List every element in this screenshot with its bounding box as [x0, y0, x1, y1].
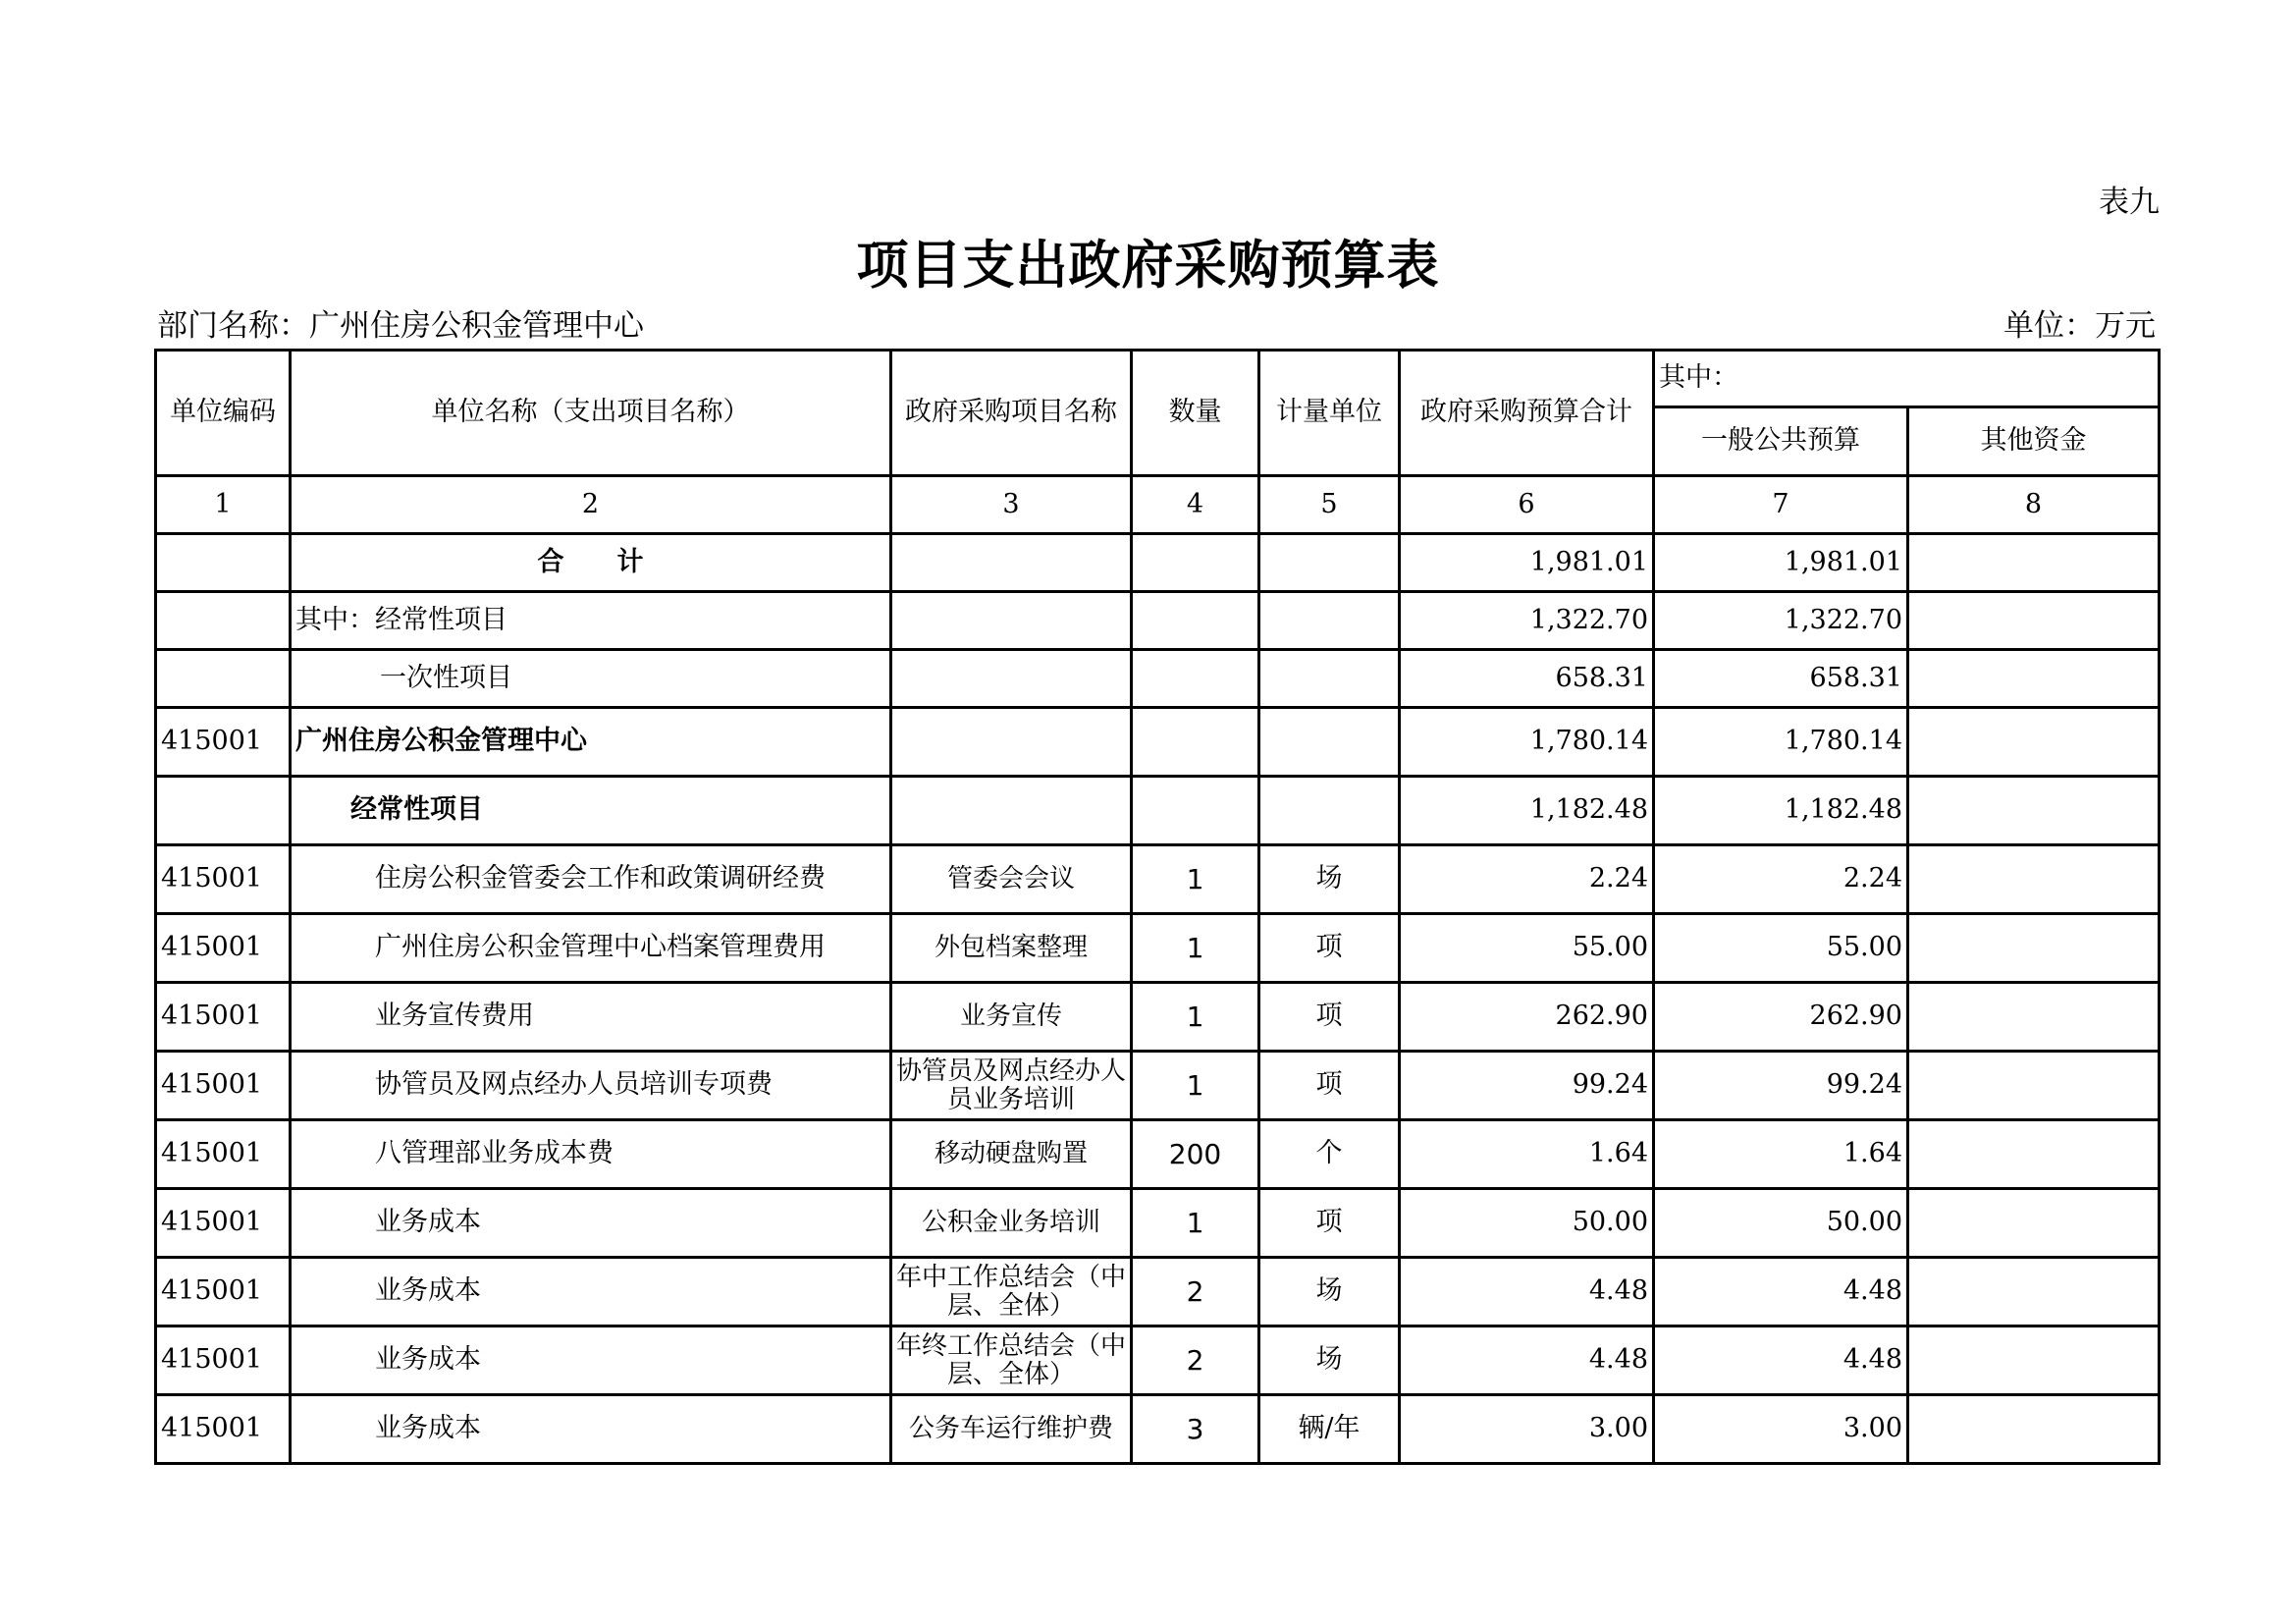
- header-of-which: 其中：: [1654, 351, 2160, 407]
- summary-row-onetime: [156, 650, 2160, 708]
- cell-other: [1908, 1189, 2160, 1258]
- col-number: 5: [1259, 476, 1400, 534]
- cell-general: 1.64: [1654, 1120, 1908, 1189]
- cell-other: [1908, 845, 2160, 914]
- cell-measure: 项: [1259, 1052, 1400, 1120]
- cell-code: 415001: [156, 1326, 291, 1395]
- cell-name: 协管员及网点经办人员培训专项费: [291, 1052, 891, 1120]
- cell-other: [1908, 1052, 2160, 1120]
- cell-proc-name: 公务车运行维护费: [891, 1395, 1132, 1464]
- cell-name: 业务成本: [291, 1395, 891, 1464]
- cell-total: 1,182.48: [1400, 777, 1654, 845]
- cell-proc-name: 移动硬盘购置: [891, 1120, 1132, 1189]
- cell-total: 658.31: [1400, 650, 1654, 708]
- cell-proc-name: 年终工作总结会（中层、全体）: [891, 1326, 1132, 1395]
- col-number: 2: [291, 476, 891, 534]
- cell-code: [156, 592, 291, 650]
- cell-total: 262.90: [1400, 983, 1654, 1052]
- cell-total: 1,981.01: [1400, 534, 1654, 592]
- cell-total: 1.64: [1400, 1120, 1654, 1189]
- cell-proc-name: 协管员及网点经办人员业务培训: [891, 1052, 1132, 1120]
- cell-other: [1908, 1326, 2160, 1395]
- header-general: 一般公共预算: [1654, 407, 1908, 476]
- cell-general: 4.48: [1654, 1258, 1908, 1326]
- unit-label: 单位：万元: [2003, 308, 2156, 344]
- table-row: [156, 914, 2160, 983]
- table-row: [156, 983, 2160, 1052]
- cell-general: 55.00: [1654, 914, 1908, 983]
- cell-qty: 1: [1132, 1052, 1259, 1120]
- cell-qty: 2: [1132, 1326, 1259, 1395]
- header-total: 政府采购预算合计: [1400, 351, 1654, 476]
- col-number: 6: [1400, 476, 1654, 534]
- cell-name: 其中：经常性项目: [291, 592, 891, 650]
- cell-general: 99.24: [1654, 1052, 1908, 1120]
- cell-total: 99.24: [1400, 1052, 1654, 1120]
- procurement-budget-table: [154, 349, 2161, 1465]
- cell-general: 50.00: [1654, 1189, 1908, 1258]
- cell-general: 262.90: [1654, 983, 1908, 1052]
- cell-measure: 项: [1259, 914, 1400, 983]
- summary-row-total: [156, 534, 2160, 592]
- cell-total: 1,322.70: [1400, 592, 1654, 650]
- table-row: [156, 1120, 2160, 1189]
- cell-proc-name: 管委会会议: [891, 845, 1132, 914]
- cell-measure: 场: [1259, 1326, 1400, 1395]
- cell-proc-name: 公积金业务培训: [891, 1189, 1132, 1258]
- cell-name: 经常性项目: [291, 777, 891, 845]
- table-row: [156, 1326, 2160, 1395]
- cell-general: 1,780.14: [1654, 708, 1908, 777]
- col-number: 1: [156, 476, 291, 534]
- cell-name: 广州住房公积金管理中心: [291, 708, 891, 777]
- cell-other: [1908, 1120, 2160, 1189]
- cell-qty: 1: [1132, 983, 1259, 1052]
- cell-total: 3.00: [1400, 1395, 1654, 1464]
- cell-measure: 场: [1259, 845, 1400, 914]
- cell-general: 3.00: [1654, 1395, 1908, 1464]
- header-code: 单位编码: [156, 351, 291, 476]
- cell-code: 415001: [156, 983, 291, 1052]
- cell-qty: 2: [1132, 1258, 1259, 1326]
- col-number: 8: [1908, 476, 2160, 534]
- cell-proc-name: 年中工作总结会（中层、全体）: [891, 1258, 1132, 1326]
- summary-row-recurring: [156, 592, 2160, 650]
- cell-name: 一次性项目: [291, 650, 891, 708]
- cell-total: 55.00: [1400, 914, 1654, 983]
- summary-row-center: [156, 708, 2160, 777]
- cell-other: [1908, 983, 2160, 1052]
- cell-qty: 1: [1132, 1189, 1259, 1258]
- cell-name: 业务成本: [291, 1258, 891, 1326]
- cell-total: 4.48: [1400, 1258, 1654, 1326]
- header-measure: 计量单位: [1259, 351, 1400, 476]
- cell-name: 合 计: [291, 534, 891, 592]
- cell-measure: 个: [1259, 1120, 1400, 1189]
- cell-code: 415001: [156, 1189, 291, 1258]
- cell-qty: 3: [1132, 1395, 1259, 1464]
- cell-code: 415001: [156, 845, 291, 914]
- cell-name: 业务成本: [291, 1189, 891, 1258]
- table-row: [156, 1052, 2160, 1120]
- cell-code: [156, 777, 291, 845]
- cell-general: 4.48: [1654, 1326, 1908, 1395]
- cell-name: 业务宣传费用: [291, 983, 891, 1052]
- cell-total: 4.48: [1400, 1326, 1654, 1395]
- cell-other: [1908, 1258, 2160, 1326]
- table-row: [156, 845, 2160, 914]
- cell-general: 1,322.70: [1654, 592, 1908, 650]
- column-number-row: [156, 476, 2160, 534]
- cell-code: 415001: [156, 1052, 291, 1120]
- cell-code: 415001: [156, 914, 291, 983]
- table-row: [156, 1258, 2160, 1326]
- cell-code: 415001: [156, 708, 291, 777]
- cell-qty: 1: [1132, 914, 1259, 983]
- header-other: 其他资金: [1908, 407, 2160, 476]
- cell-name: 业务成本: [291, 1326, 891, 1395]
- page-title: 项目支出政府采购预算表: [856, 236, 1440, 296]
- cell-code: 415001: [156, 1395, 291, 1464]
- cell-other: [1908, 1395, 2160, 1464]
- cell-proc-name: 外包档案整理: [891, 914, 1132, 983]
- cell-code: 415001: [156, 1120, 291, 1189]
- col-number: 4: [1132, 476, 1259, 534]
- cell-code: [156, 534, 291, 592]
- cell-general: 658.31: [1654, 650, 1908, 708]
- table-number: 表九: [2099, 185, 2160, 220]
- summary-row-center-recurring: [156, 777, 2160, 845]
- cell-proc-name: 业务宣传: [891, 983, 1132, 1052]
- cell-code: [156, 650, 291, 708]
- cell-qty: 200: [1132, 1120, 1259, 1189]
- cell-measure: 项: [1259, 1189, 1400, 1258]
- header-name: 单位名称（支出项目名称）: [291, 351, 891, 476]
- cell-qty: 1: [1132, 845, 1259, 914]
- cell-other: [1908, 914, 2160, 983]
- col-number: 3: [891, 476, 1132, 534]
- cell-general: 2.24: [1654, 845, 1908, 914]
- table-row: [156, 1395, 2160, 1464]
- cell-name: 广州住房公积金管理中心档案管理费用: [291, 914, 891, 983]
- department-label: 部门名称：广州住房公积金管理中心: [157, 308, 644, 344]
- table-row: [156, 1189, 2160, 1258]
- cell-general: 1,182.48: [1654, 777, 1908, 845]
- cell-total: 1,780.14: [1400, 708, 1654, 777]
- header-qty: 数量: [1132, 351, 1259, 476]
- cell-general: 1,981.01: [1654, 534, 1908, 592]
- cell-measure: 辆/年: [1259, 1395, 1400, 1464]
- cell-total: 50.00: [1400, 1189, 1654, 1258]
- col-number: 7: [1654, 476, 1908, 534]
- cell-name: 八管理部业务成本费: [291, 1120, 891, 1189]
- cell-code: 415001: [156, 1258, 291, 1326]
- cell-total: 2.24: [1400, 845, 1654, 914]
- cell-measure: 场: [1259, 1258, 1400, 1326]
- cell-name: 住房公积金管委会工作和政策调研经费: [291, 845, 891, 914]
- header-proc-name: 政府采购项目名称: [891, 351, 1132, 476]
- cell-measure: 项: [1259, 983, 1400, 1052]
